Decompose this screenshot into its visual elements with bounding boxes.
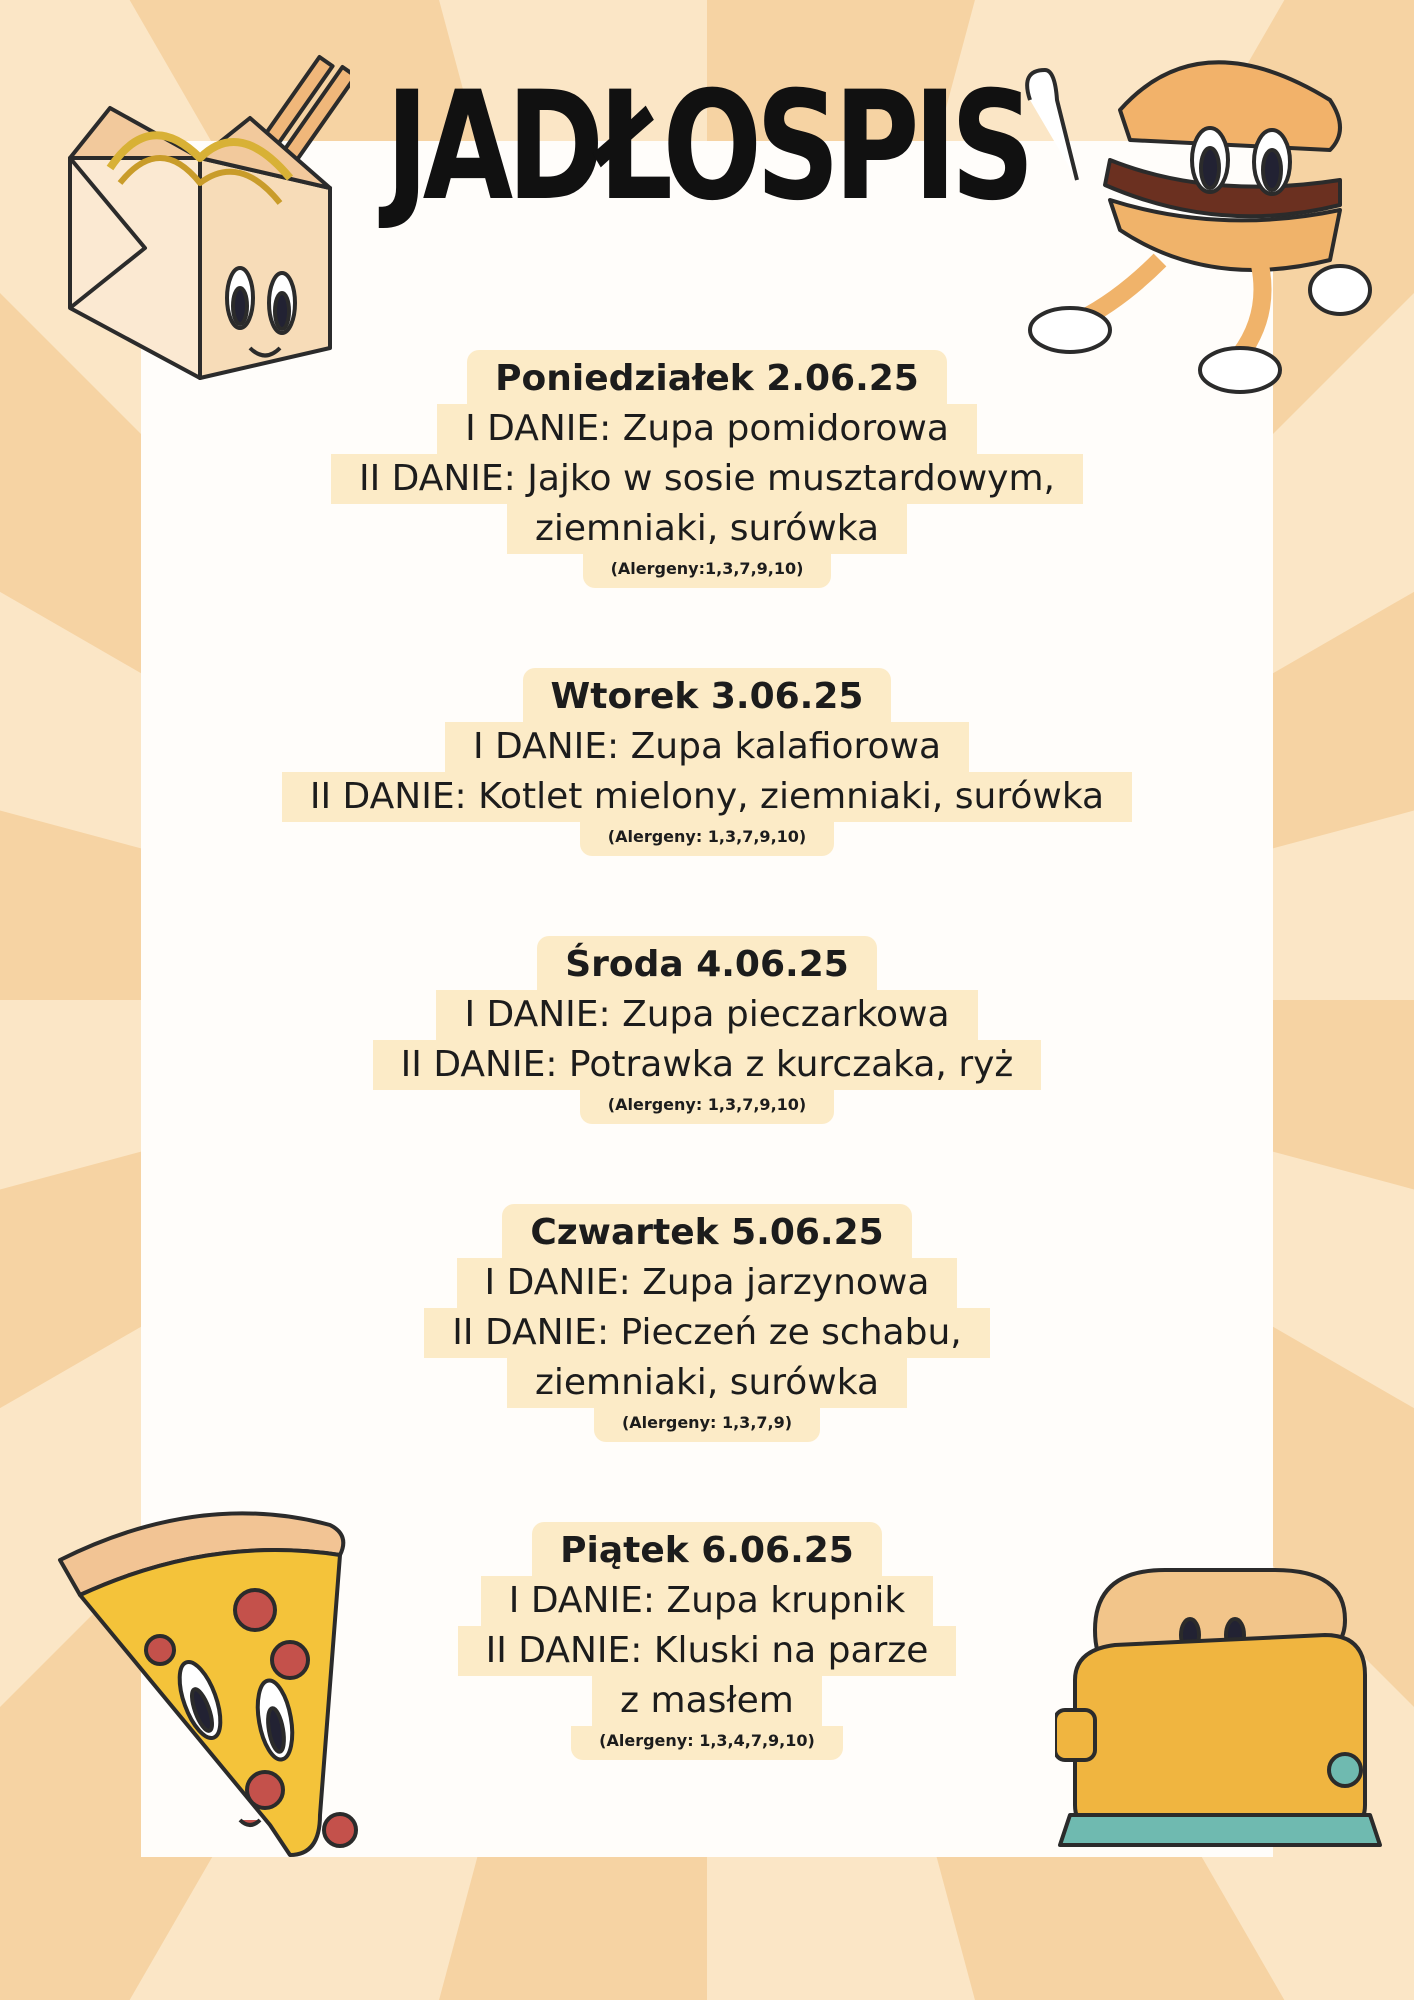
page-title: JADŁOSPIS <box>385 60 1029 234</box>
allergens-note: (Alergeny: 1,3,7,9,10) <box>580 822 834 856</box>
day-header: Czwartek 5.06.25 <box>502 1204 911 1258</box>
dish-line: II DANIE: Pieczeń ze schabu, <box>424 1308 989 1358</box>
dish-line: II DANIE: Kluski na parze <box>458 1626 957 1676</box>
allergens-note: (Alergeny:1,3,7,9,10) <box>583 554 832 588</box>
dish-line: II DANIE: Potrawka z kurczaka, ryż <box>373 1040 1042 1090</box>
allergens-note: (Alergeny: 1,3,4,7,9,10) <box>571 1726 843 1760</box>
allergens-note: (Alergeny: 1,3,7,9,10) <box>580 1090 834 1124</box>
dish-line: ziemniaki, surówka <box>507 504 907 554</box>
pizza-slice-illustration <box>50 1500 370 1900</box>
allergens-note: (Alergeny: 1,3,7,9) <box>594 1408 820 1442</box>
day-block-wednesday <box>0 936 1414 1124</box>
dish-line: ziemniaki, surówka <box>507 1358 907 1408</box>
dish-line: I DANIE: Zupa pomidorowa <box>437 404 977 454</box>
dish-line: I DANIE: Zupa pieczarkowa <box>436 990 977 1040</box>
dish-line: II DANIE: Kotlet mielony, ziemniaki, surówka <box>282 772 1132 822</box>
day-header: Środa 4.06.25 <box>537 936 877 990</box>
dish-line: I DANIE: Zupa krupnik <box>481 1576 933 1626</box>
dish-line: z masłem <box>592 1676 822 1726</box>
dish-line: II DANIE: Jajko w sosie musztardowym, <box>331 454 1083 504</box>
day-block-tuesday <box>0 668 1414 856</box>
dish-line: I DANIE: Zupa kalafiorowa <box>445 722 969 772</box>
day-header: Wtorek 3.06.25 <box>523 668 892 722</box>
day-block-thursday <box>0 1204 1414 1442</box>
toaster-illustration <box>1055 1560 1385 1860</box>
day-header: Piątek 6.06.25 <box>532 1522 882 1576</box>
burger-illustration <box>1010 50 1390 410</box>
dish-line: I DANIE: Zupa jarzynowa <box>457 1258 958 1308</box>
noodle-box-illustration <box>50 48 350 428</box>
day-header: Poniedziałek 2.06.25 <box>467 350 947 404</box>
